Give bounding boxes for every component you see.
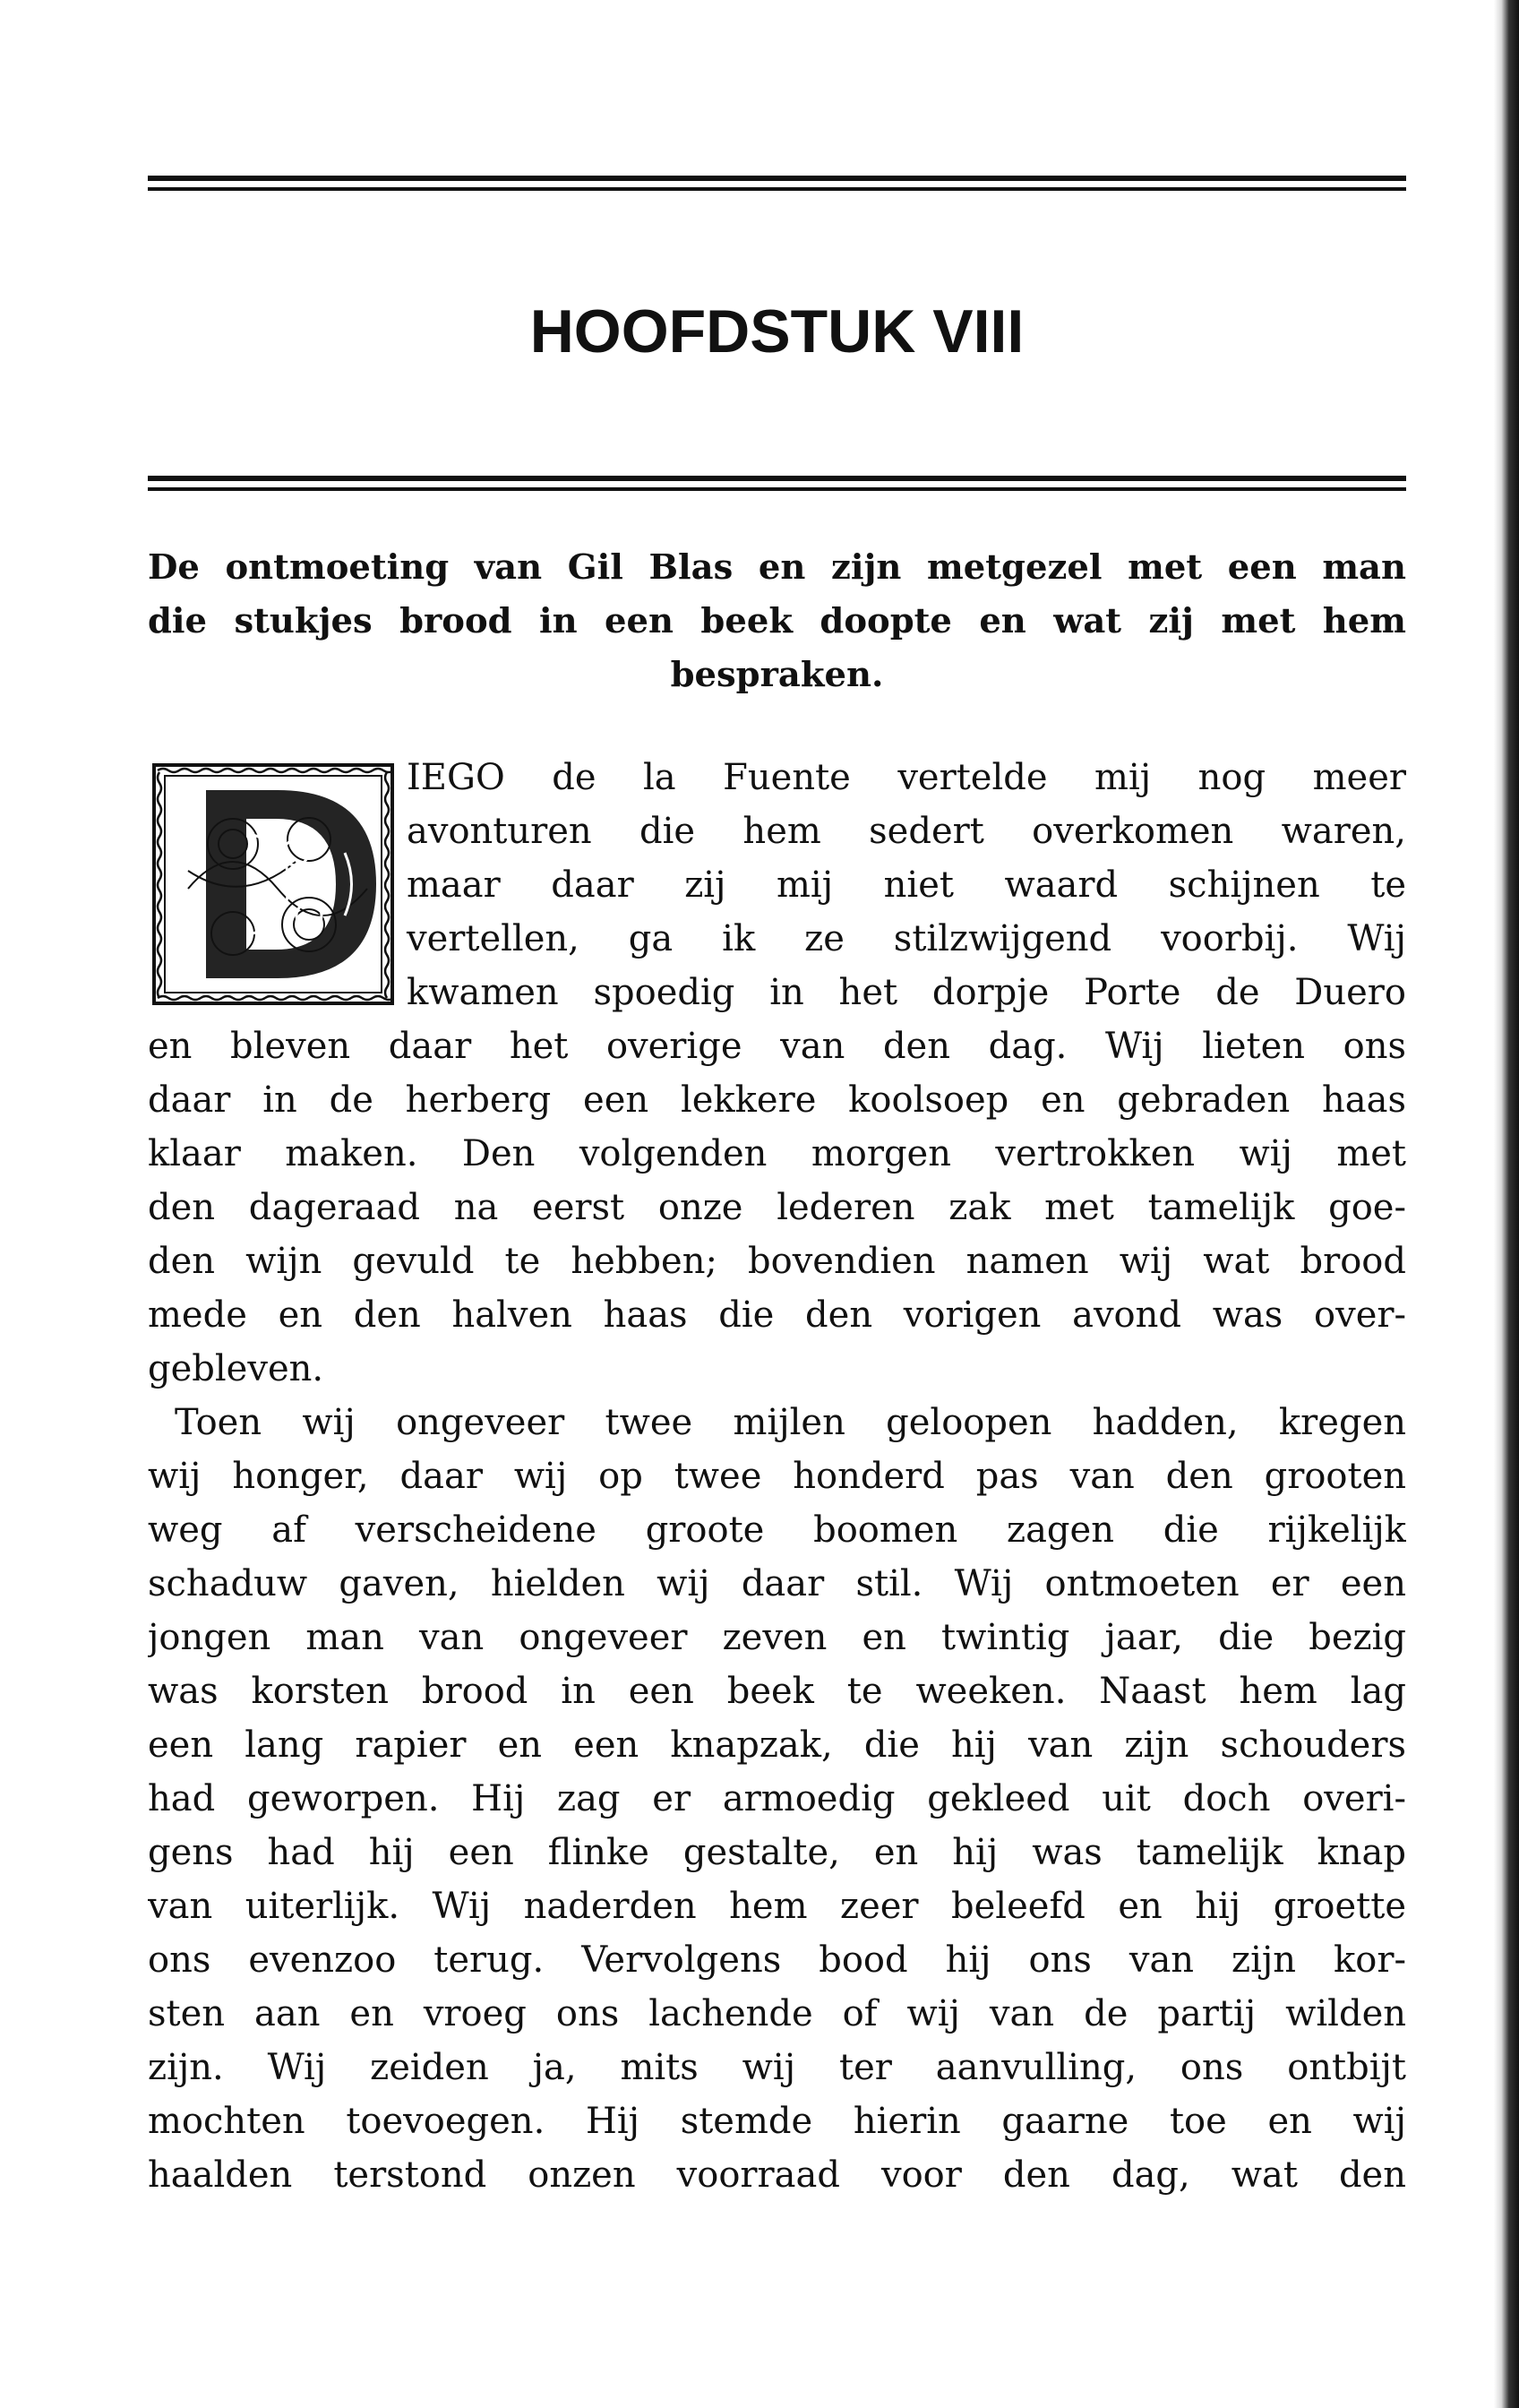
text-line: en bleven daar het overige van den dag. Wij lieten ons	[148, 1026, 1406, 1067]
text-line: gebleven.	[148, 1348, 324, 1389]
text-line: was korsten brood in een beek te weeken. Naast hem lag	[148, 1671, 1406, 1712]
subtitle-line: die stukjes brood in een beek doopte en wat zij met hem	[148, 601, 1406, 641]
text-line: mochten toevoegen. Hij stemde hierin gaarne toe en wij	[148, 2101, 1406, 2142]
text-line: jongen man van ongeveer zeven en twintig jaar, die bezig	[148, 1617, 1406, 1658]
text-line: sten aan en vroeg ons lachende of wij van de partij wilden	[148, 1993, 1406, 2034]
text-line: een lang rapier en een knapzak, die hij van zijn schouders	[148, 1724, 1406, 1766]
chapter-title: HOOFDSTUK VIII	[529, 297, 1025, 366]
text-line: den dageraad na eerst onze lederen zak met tamelijk goe-	[148, 1187, 1406, 1228]
text-line: vertellen, ga ik ze stilzwijgend voorbij. Wij	[407, 918, 1406, 959]
text-line: daar in de herberg een lekkere koolsoep en gebraden haas	[148, 1079, 1406, 1121]
text-line: Toen wij ongeveer twee mijlen geloopen hadden, kregen	[175, 1402, 1406, 1443]
title-double-rule	[148, 476, 1406, 491]
text-line: ons evenzoo terug. Vervolgens bood hij ons van zijn kor-	[148, 1939, 1406, 1981]
chapter-subtitle	[148, 541, 1406, 702]
text-line: kwamen spoedig in het dorpje Porte de Duero	[407, 972, 1406, 1013]
text-line: klaar maken. Den volgenden morgen vertrokken wij met	[148, 1133, 1406, 1174]
text-line: avonturen die hem sedert overkomen waren,	[407, 811, 1406, 852]
text-line: maar daar zij mij niet waard schijnen te	[407, 864, 1406, 906]
text-line: IEGO de la Fuente vertelde mij nog meer	[407, 757, 1406, 798]
text-line: gens had hij een flinke gestalte, en hij was tamelijk knap	[148, 1832, 1406, 1873]
text-line: haalden terstond onzen voorraad voor den dag, wat den	[148, 2154, 1406, 2196]
text-line: wij honger, daar wij op twee honderd pas van den grooten	[148, 1456, 1406, 1497]
text-line: den wijn gevuld te hebben; bovendien namen wij wat brood	[148, 1241, 1406, 1282]
text-line: schaduw gaven, hielden wij daar stil. Wij ontmoeten er een	[148, 1563, 1406, 1604]
text-line: had geworpen. Hij zag er armoedig gekleed uit doch overi-	[148, 1778, 1406, 1819]
subtitle-line: De ontmoeting van Gil Blas en zijn metgezel met een man	[148, 547, 1406, 588]
subtitle-line: bespraken.	[670, 655, 884, 695]
text-line: mede en den halven haas die den vorigen avond was over-	[148, 1294, 1406, 1336]
top-double-rule	[148, 176, 1406, 191]
text-line: weg af verscheidene groote boomen zagen die rijkelijk	[148, 1509, 1406, 1551]
text-line: zijn. Wij zeiden ja, mits wij ter aanvulling, ons ontbijt	[148, 2047, 1406, 2088]
text-line: van uiterlijk. Wij naderden hem zeer beleefd en hij groette	[148, 1886, 1406, 1927]
page-edge	[1494, 0, 1519, 2408]
body-text	[148, 751, 1406, 2202]
